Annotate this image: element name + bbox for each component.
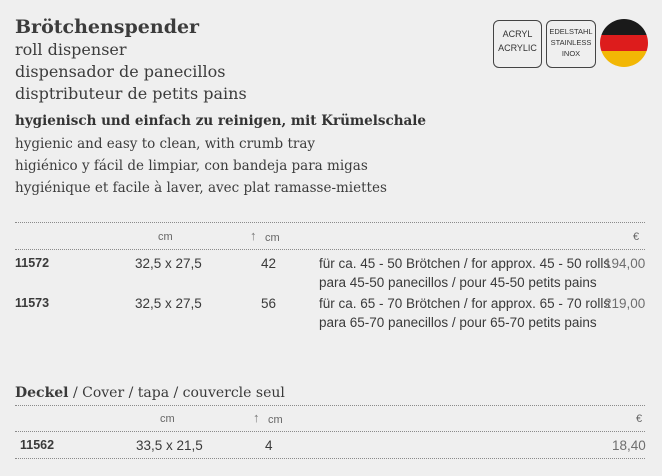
cover-height-unit-header: cm [268,414,283,426]
dimensions: 32,5 x 27,5 [135,296,202,311]
capacity-line-2: para 65-70 panecillos / pour 65-70 petits pains [319,315,597,330]
badge-steel-line3: INOX [561,49,581,58]
height: 42 [261,256,277,271]
cover-section-title [15,385,285,401]
capacity-line-2: para 45-50 panecillos / pour 45-50 petits pains [319,275,597,290]
badge-steel-line2: STAINLESS [550,38,592,47]
arrow-up-icon: ↑ [253,410,260,425]
cover-title-rest: / Cover / tapa / couvercle seul [68,385,285,401]
cover-dimensions-unit-header: cm [160,413,175,425]
price: 219,00 [604,296,646,311]
capacity-line-1: für ca. 45 - 50 Brötchen / for approx. 45 - 50 rolls [319,256,611,271]
divider [15,249,645,250]
arrow-up-icon: ↑ [250,228,257,243]
currency-header: € [633,231,640,243]
article-number: 11573 [15,296,50,310]
description-fr: hygiénique et facile à laver, avec plat ramasse-miettes [15,180,387,196]
description-en: hygienic and easy to clean, with crumb tray [15,136,316,152]
german-flag-icon [600,19,648,67]
badge-acryl-line1: ACRYL [502,29,533,39]
height-unit-header: cm [265,232,280,244]
dimensions: 32,5 x 27,5 [135,256,202,271]
cover-title-bold: Deckel [15,385,69,401]
acrylic-material-badge [493,20,542,68]
cover-currency-header: € [636,413,643,425]
badge-steel-line1: EDELSTAHL [549,27,593,36]
price: 194,00 [604,256,646,271]
dimensions: 33,5 x 21,5 [136,438,203,453]
divider [15,458,645,459]
stainless-steel-badge [546,20,596,68]
divider [15,222,645,223]
badge-acryl-line2: ACRYLIC [498,43,537,53]
height: 4 [265,438,273,453]
article-number: 11572 [15,256,50,270]
price: 18,40 [612,438,646,453]
capacity-line-1: für ca. 65 - 70 Brötchen / for approx. 65 - 70 rolls [319,296,611,311]
product-name-es: dispensador de panecillos [15,62,226,81]
description-de: hygienisch und einfach zu reinigen, mit Krümelschale [15,113,426,129]
product-title: Brötchenspender [15,16,200,38]
product-name-en: roll dispenser [15,40,127,59]
dimensions-unit-header: cm [158,231,173,243]
divider [15,405,645,406]
divider [15,431,645,432]
description-es: higiénico y fácil de limpiar, con bandeja para migas [15,158,368,174]
height: 56 [261,296,277,311]
article-number: 11562 [20,438,55,452]
product-name-fr: disptributeur de petits pains [15,84,247,103]
